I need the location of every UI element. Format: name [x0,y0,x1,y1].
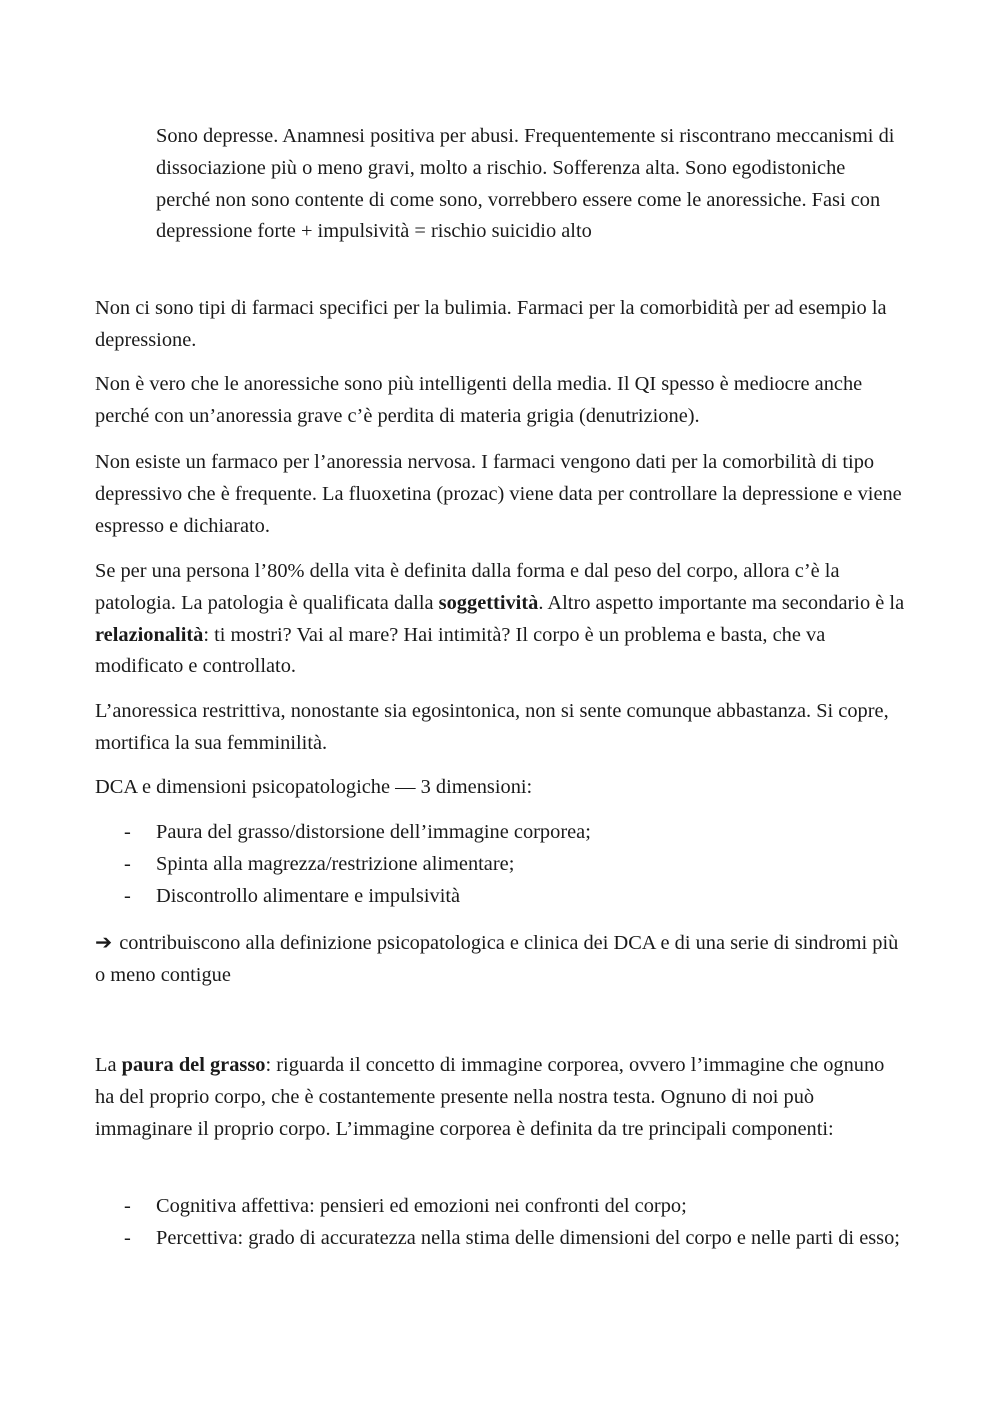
paragraph-dimensions-heading: DCA e dimensioni psicopatologiche — 3 dimensioni: [95,776,533,798]
right-arrow-icon: ➔ [95,932,113,954]
list-item: - Percettiva: grado di accuratezza nella stima delle dimensioni del corpo e nelle parti di esso; [95,1223,905,1255]
list-item: - Cognitiva affettiva: pensieri ed emozioni nei confronti del corpo; [95,1191,905,1223]
paragraph-bulimia-drugs: Non ci sono tipi di farmaci specifici per la bulimia. Farmaci per la comorbidità per ad esempio la depressione. [95,297,887,351]
components-list [95,1191,905,1255]
text-segment: . Altro aspetto importante ma secondario è la [538,591,905,614]
bold-term: relazionalità [95,623,204,646]
text-segment: : riguarda il concetto di immagine corporea, ovvero l’immagine che ognuno ha del proprio corpo, che è costantemente presente nella nostra testa. Ognuno di noi può immaginare il proprio corpo. L’immagine corporea è definita da tre principali componenti: [95,1054,885,1140]
bold-term: paura del grasso [121,1054,266,1076]
text-segment: Se per una persona l’80% della vita è definita dalla forma e dal peso del corpo, allora c’è la patologia. La patologia è qualificata dalla [95,560,840,614]
paragraph-contribution [95,928,905,992]
list-item: - Spinta alla magrezza/restrizione alimentare; [95,849,905,881]
text-segment: : ti mostri? Vai al mare? Hai intimità? Il corpo è un problema e basta, che va modificato e controllato. [95,623,826,678]
indented-paragraph: Sono depresse. Anamnesi positiva per abusi. Frequentemente si riscontrano meccanismi di dissociazione più o meno gravi, molto a rischio. Sofferenza alta. Sono egodistoniche perché non sono contente di come sono, vorrebbero essere come le anoressiche. Fasi con depressione forte + impulsività = rischio suicidio alto [156,125,895,243]
paragraph-anorexia-drugs: Non esiste un farmaco per l’anoressia nervosa. I farmaci vengono dati per la comorbilità di tipo depressivo che è frequente. La fluoxetina (prozac) viene data per controllare la depressione e viene espresso e dichiarato. [95,451,902,537]
text-segment: La [95,1054,122,1076]
paragraph-pathology [95,556,905,683]
list-item: - Paura del grasso/distorsione dell’immagine corporea; [95,817,905,849]
paragraph-iq: Non è vero che le anoressiche sono più intelligenti della media. Il QI spesso è mediocre anche perché con un’anoressia grave c’è perdita di materia grigia (denutrizione). [95,373,863,427]
list-item: - Discontrollo alimentare e impulsività [95,881,905,913]
paragraph-fear-of-fat [95,1050,905,1145]
paragraph-restrictive: L’anoressica restrittiva, nonostante sia egosintonica, non si sente comunque abbastanza. Si copre, mortifica la sua femminilità. [95,700,889,754]
text-segment: contribuiscono alla definizione psicopatologica e clinica dei DCA e di una serie di sindromi più o meno contigue [95,932,899,986]
dimensions-list [95,817,905,912]
bold-term: soggettività [438,591,539,614]
